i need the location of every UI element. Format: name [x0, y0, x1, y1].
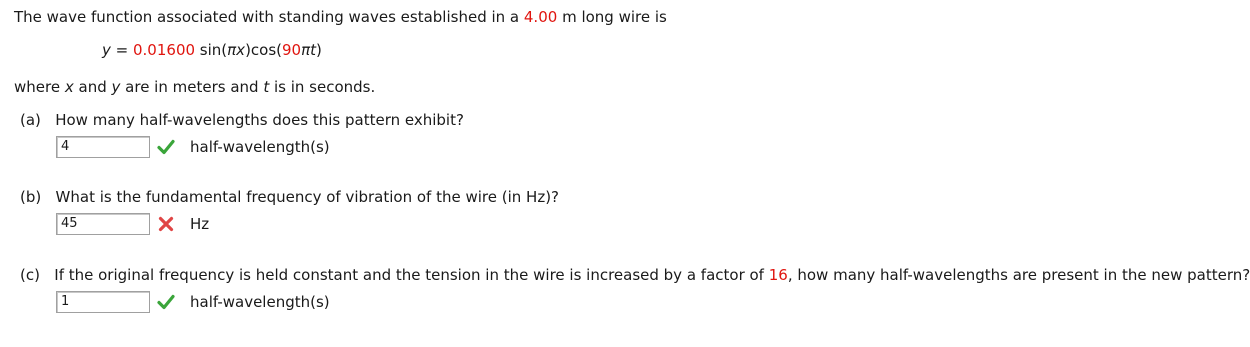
- where-and: and: [73, 78, 112, 96]
- part-c-text: If the original frequency is held constant and the tension in the wire is increased by a factor of: [54, 266, 769, 284]
- equation-amplitude: 0.01600: [133, 41, 196, 59]
- part-a-answer-row: [56, 135, 330, 159]
- part-b-answer-input[interactable]: 45: [56, 213, 150, 235]
- tension-factor-value: 16: [768, 266, 788, 284]
- equation-omega: 90: [282, 41, 302, 59]
- part-a-question: [20, 110, 464, 130]
- part-b-question: [20, 187, 559, 207]
- intro-text-end: m long wire is: [557, 8, 667, 26]
- variable-definitions: [14, 77, 375, 97]
- part-c-answer-input[interactable]: 1: [56, 291, 150, 313]
- part-c-text-end: , how many half-wavelengths are present in the new pattern?: [787, 266, 1250, 284]
- wire-length-value: 4.00: [523, 8, 558, 26]
- part-a-unit: half-wavelength(s): [190, 138, 330, 156]
- equation-equals: =: [110, 41, 133, 59]
- part-a-label: (a): [20, 111, 41, 129]
- where-y: y: [111, 78, 121, 96]
- equation-cos: )cos(: [245, 41, 283, 59]
- part-b-answer-row: [56, 212, 209, 236]
- part-b-unit: Hz: [190, 215, 210, 233]
- where-t: t: [263, 78, 270, 96]
- equation-sin: sin(: [195, 41, 228, 59]
- part-b-text: What is the fundamental frequency of vibration of the wire (in Hz)?: [55, 188, 560, 206]
- part-a-text: How many half-wavelengths does this pattern exhibit?: [55, 111, 464, 129]
- checkmark-icon: [156, 292, 176, 312]
- problem-intro: [14, 7, 667, 27]
- part-a-answer-input[interactable]: 4: [56, 136, 150, 158]
- where-meters: are in meters and: [120, 78, 264, 96]
- equation-y: y: [102, 41, 111, 59]
- part-c-answer-row: [56, 290, 330, 314]
- part-b-label: (b): [20, 188, 42, 206]
- where-text: where: [14, 78, 65, 96]
- part-c-question: [20, 265, 1250, 285]
- equation-pi-x: πx: [227, 41, 246, 59]
- equation-close: ): [316, 41, 322, 59]
- equation-pi-t: πt: [301, 41, 317, 59]
- where-x: x: [64, 78, 74, 96]
- part-c-label: (c): [20, 266, 40, 284]
- intro-text: The wave function associated with standing waves established in a: [14, 8, 524, 26]
- part-c-unit: half-wavelength(s): [190, 293, 330, 311]
- checkmark-icon: [156, 137, 176, 157]
- wave-equation: [102, 40, 322, 60]
- x-mark-icon: [156, 214, 176, 234]
- where-seconds: is in seconds.: [269, 78, 376, 96]
